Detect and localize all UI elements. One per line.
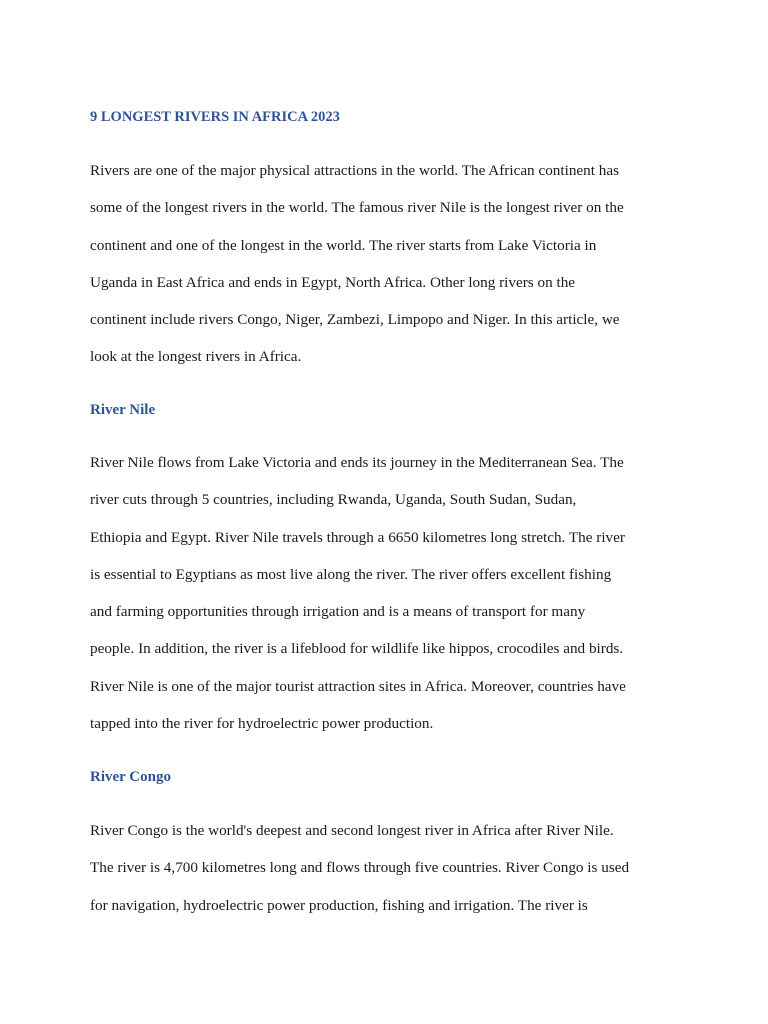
intro-line: Rivers are one of the major physical attractions in the world. The African continent has <box>90 162 620 179</box>
paragraph-line: and farming opportunities through irrigation and is a means of transport for many <box>90 603 586 621</box>
river-nile-paragraph <box>90 444 682 742</box>
section-heading-river-congo: River Congo <box>90 769 171 785</box>
paragraph-line: people. In addition, the river is a lifeblood for wildlife like hippos, crocodiles and birds. <box>90 640 624 658</box>
paragraph-line: River Nile is one of the major tourist attraction sites in Africa. Moreover, countries have <box>90 677 626 695</box>
paragraph-line: Ethiopia and Egypt. River Nile travels through a 6650 kilometres long stretch. The river <box>90 528 625 546</box>
intro-line: continent include rivers Congo, Niger, Zambezi, Limpopo and Niger. In this article, we <box>90 311 620 329</box>
section-heading-river-nile: River Nile <box>90 402 156 418</box>
paragraph-line: River Nile flows from Lake Victoria and ends its journey in the Mediterranean Sea. The <box>90 454 624 471</box>
paragraph-line: tapped into the river for hydroelectric power production. <box>90 715 434 733</box>
intro-paragraph <box>90 152 682 376</box>
intro-line: some of the longest rivers in the world. The famous river Nile is the longest river on the <box>90 199 624 217</box>
paragraph-line: The river is 4,700 kilometres long and flows through five countries. River Congo is used <box>90 859 630 877</box>
paragraph-line: river cuts through 5 countries, including Rwanda, Uganda, South Sudan, Sudan, <box>90 491 577 509</box>
intro-line: look at the longest rivers in Africa. <box>90 348 302 366</box>
document-title: 9 LONGEST RIVERS IN AFRICA 2023 <box>90 109 340 125</box>
paragraph-line: is essential to Egyptians as most live along the river. The river offers excellent fishing <box>90 565 612 583</box>
paragraph-line: River Congo is the world's deepest and second longest river in Africa after River Nile. <box>90 822 614 839</box>
intro-line: Uganda in East Africa and ends in Egypt, North Africa. Other long rivers on the <box>90 273 576 291</box>
river-congo-paragraph <box>90 812 682 924</box>
paragraph-line: for navigation, hydroelectric power production, fishing and irrigation. The river is <box>90 896 588 914</box>
intro-line: continent and one of the longest in the world. The river starts from Lake Victoria in <box>90 236 597 254</box>
